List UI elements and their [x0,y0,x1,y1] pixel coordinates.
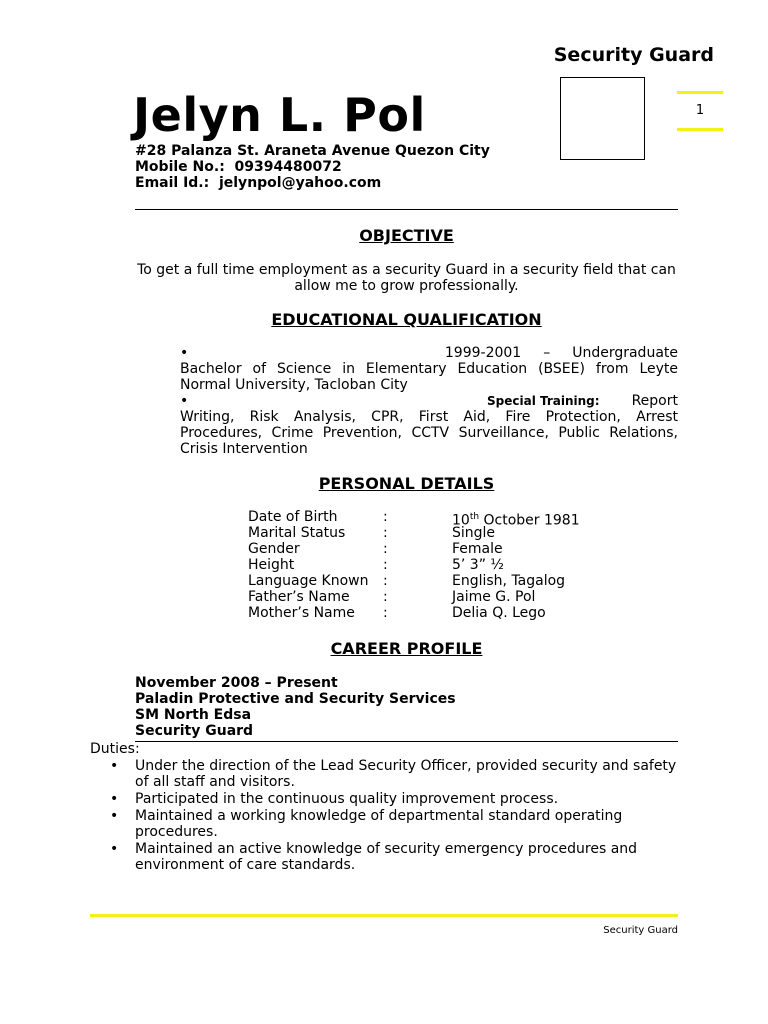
personal-heading: PERSONAL DETAILS [318,474,495,493]
training-first-word: Report [631,393,678,409]
career-company: Paladin Protective and Security Services [135,691,456,707]
email-label: Email Id.: [135,175,210,191]
bullet: • [110,808,119,824]
duties-label: Duties: [90,741,140,757]
detail-value: Female [452,541,503,557]
page-number: 1 [677,91,723,131]
detail-colon: : [383,589,388,605]
photo-placeholder [560,77,645,160]
duty-text: Under the direction of the Lead Security Officer, provided security and safety of all staff and visitors. [135,758,677,790]
header-title: Security Guard [553,44,714,66]
detail-label: Mother’s Name [248,605,355,621]
objective-heading: OBJECTIVE [359,226,454,245]
education-item-first-line [180,345,678,361]
detail-value: 5’ 3” ½ [452,557,504,573]
mobile-number: 09394480072 [234,159,342,175]
training-first-line [180,393,678,409]
applicant-name: Jelyn L. Pol [133,88,426,142]
duties-list [90,758,680,874]
divider [135,209,678,210]
duty-item [90,791,680,807]
education-dash: – [543,345,551,361]
detail-label: Gender [248,541,300,557]
dob-suffix: th [469,512,480,522]
duty-text: Participated in the continuous quality improvement process. [135,791,559,807]
detail-label: Language Known [248,573,369,589]
education-description: Bachelor of Science in Elementary Education (BSEE) from Leyte Normal University, Tacloban City [180,361,678,393]
career-divider [135,741,678,742]
detail-label: Marital Status [248,525,346,541]
bullet: • [110,758,119,774]
detail-colon: : [383,509,388,525]
email-line [135,175,381,191]
detail-colon: : [383,557,388,573]
detail-value: Single [452,525,496,541]
detail-value: Delia Q. Lego [452,605,546,621]
duty-text: Maintained a working knowledge of departmental standard operating procedures. [135,808,623,840]
dob-day: 10 [452,512,470,529]
career-position: Security Guard [135,723,254,739]
education-status: Undergraduate [572,345,678,361]
detail-value: English, Tagalog [452,573,566,589]
objective-line-1: To get a full time employment as a security Guard in a security field that can [137,262,676,278]
education-years: 1999-2001 [444,345,522,361]
dob-rest: October 1981 [479,512,580,529]
detail-value: Jaime G. Pol [452,589,536,605]
career-heading: CAREER PROFILE [330,639,483,658]
objective-line-2: allow me to grow professionally. [294,278,519,294]
detail-colon: : [383,573,388,589]
education-item [180,345,678,393]
training-description: Writing, Risk Analysis, CPR, First Aid, Fire Protection, Arrest Procedures, Crime Prevention, CCTV Surveillance, Public Relations, Crisis Intervention [180,409,678,457]
detail-colon: : [383,525,388,541]
address: #28 Palanza St. Araneta Avenue Quezon City [135,143,490,159]
detail-colon: : [383,605,388,621]
bullet: • [180,393,189,409]
detail-colon: : [383,541,388,557]
training-lead: Special Training: [487,394,600,408]
detail-label: Height [248,557,295,573]
duty-item [90,758,680,790]
duty-text: Maintained an active knowledge of security emergency procedures and environment of care standards. [135,841,638,873]
duty-item [90,808,680,840]
detail-label: Date of Birth [248,509,338,525]
education-heading: EDUCATIONAL QUALIFICATION [271,310,542,329]
training-item [180,393,678,457]
footer-title: Security Guard [603,925,678,936]
career-period: November 2008 – Present [135,675,338,691]
mobile-label: Mobile No.: [135,159,225,175]
detail-label: Father’s Name [248,589,350,605]
mobile-line [135,159,342,175]
duty-item [90,841,680,873]
email-address[interactable]: jelynpol@yahoo.com [218,175,382,191]
objective-text [135,262,678,294]
bullet: • [180,345,189,361]
bullet: • [110,841,119,857]
footer-divider [90,914,678,917]
bullet: • [110,791,119,807]
career-location: SM North Edsa [135,707,252,723]
